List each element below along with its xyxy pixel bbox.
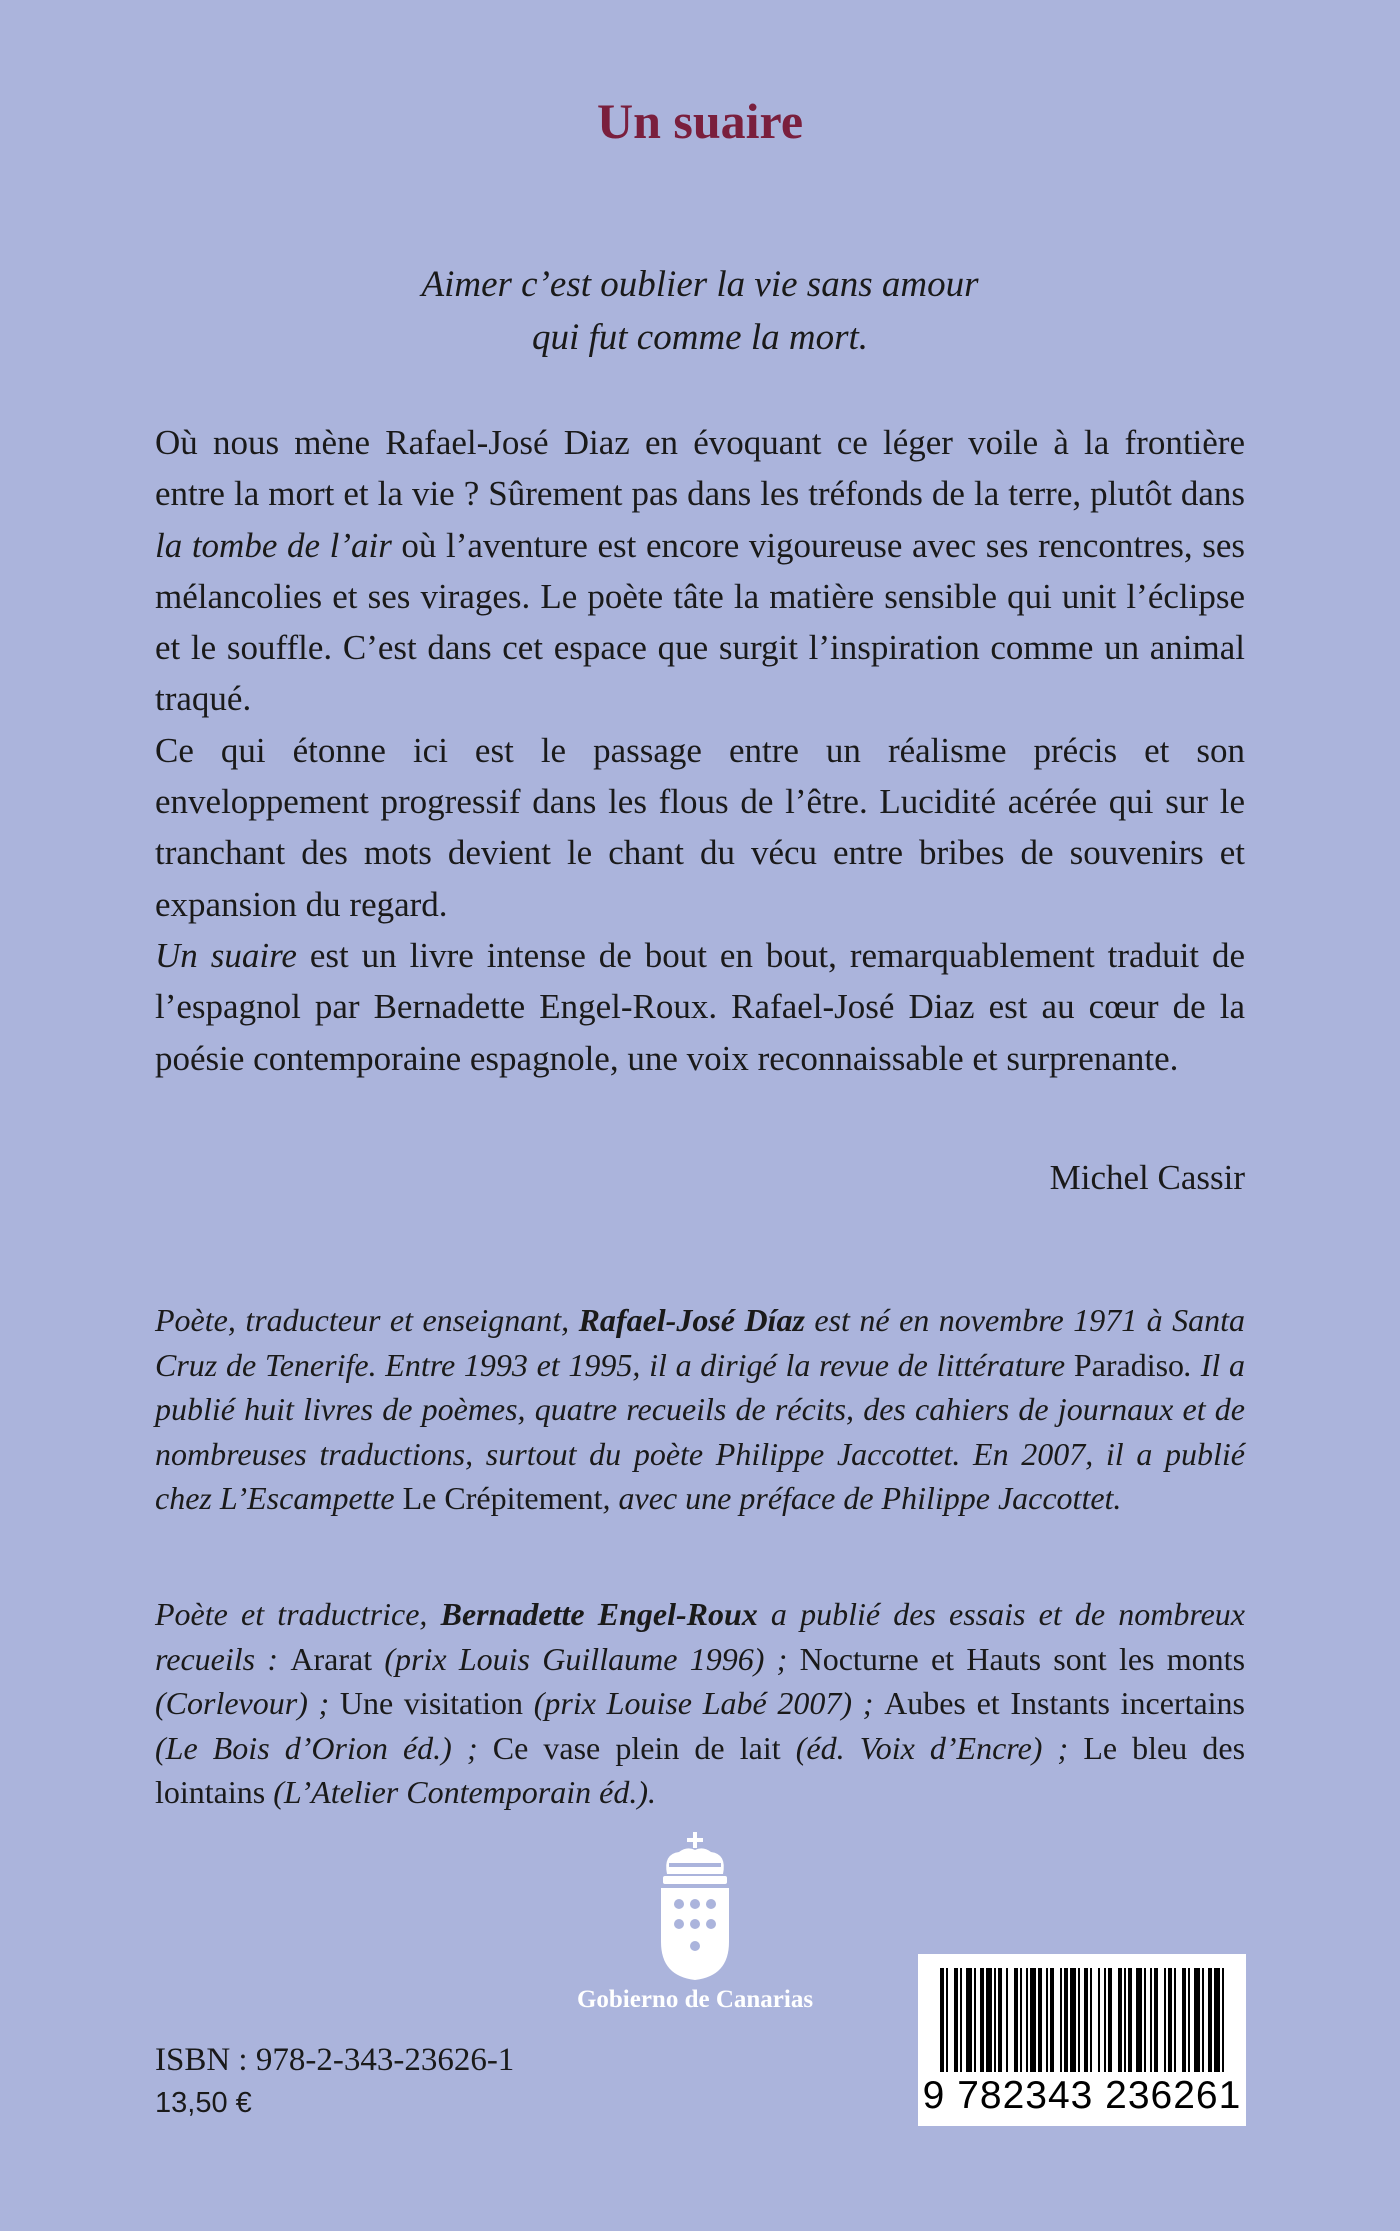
- blurb-paragraph-3: [155, 930, 1245, 1084]
- blurb-book-title: Un suaire: [155, 935, 297, 975]
- blurb-signature: Michel Cassir: [1049, 1158, 1245, 1197]
- barcode-bar: [1078, 1968, 1080, 2072]
- barcode-bar: [1128, 1968, 1132, 2072]
- barcode-bar: [986, 1968, 992, 2072]
- barcode-bar: [1014, 1968, 1018, 2072]
- barcode-bar: [1026, 1968, 1028, 2072]
- price: 13,50 €: [155, 2087, 252, 2119]
- bio-text: a publié des essais et de nombreux recueils :: [155, 1596, 1246, 1677]
- author-bio: [155, 1298, 1245, 1521]
- bio-title: Ararat: [290, 1640, 373, 1677]
- bio-title: Aubes et Instants incertains: [884, 1685, 1246, 1721]
- barcode-bar: [1098, 1968, 1100, 2072]
- bio-text: (prix Louis Guillaume 1996) ;: [372, 1640, 800, 1677]
- barcode-bar: [1090, 1968, 1092, 2072]
- barcode-bar: [940, 1968, 944, 2072]
- blurb-paragraph-1: [155, 417, 1245, 725]
- barcode-bar: [1038, 1968, 1042, 2072]
- barcode-bar: [1030, 1968, 1036, 2072]
- bio-title: Le bleu des lointains: [155, 1729, 1246, 1810]
- barcode-bar: [1208, 1968, 1212, 2072]
- bio-text: (Le Bois d’Orion éd.) ;: [155, 1729, 493, 1766]
- barcode-bar: [1046, 1968, 1048, 2072]
- epigraph-line-1: Aimer c’est oublier la vie sans amour: [421, 264, 979, 305]
- barcode-bar: [1136, 1968, 1142, 2072]
- bio-title: Ce vase plein de lait: [492, 1729, 781, 1766]
- barcode-bar: [1124, 1968, 1126, 2072]
- barcode-bar: [1050, 1968, 1054, 2072]
- barcode-bar: [1006, 1968, 1008, 2072]
- barcode-bar: [1188, 1968, 1190, 2072]
- coat-of-arms-icon: [653, 1830, 737, 1982]
- barcode-bar: [946, 1968, 948, 2072]
- barcode-bar: [1194, 1968, 1200, 2072]
- bio-title: Nocturne: [799, 1640, 919, 1677]
- blurb-italic-phrase: la tombe de l’air: [155, 525, 392, 565]
- epigraph-line-2: qui fut comme la mort.: [531, 317, 869, 358]
- barcode-bar: [1064, 1968, 1068, 2072]
- barcode-bar: [1060, 1968, 1062, 2072]
- blurb-text: Où nous mène Rafael-José Diaz en évoquant ce léger voile à la frontière entre la mort et la vie ? Sûrement pas dans les tréfonds de la terre, plutôt dans: [155, 423, 1245, 514]
- isbn: ISBN : 978-2-343-23626-1: [155, 2042, 515, 2078]
- bio-text: (éd. Voix d’Encre) ;: [780, 1729, 1084, 1766]
- barcode-bar: [994, 1968, 996, 2072]
- bio-text: est né en novembre 1971 à Santa Cruz de Tenerife. Entre 1993 et 1995, il a dirigé la revue de littérature: [155, 1302, 1246, 1383]
- bio-title: Paradiso: [1073, 1346, 1185, 1383]
- bio-text: (prix Louise Labé 2007) ;: [523, 1685, 885, 1721]
- barcode-bar: [960, 1968, 962, 2072]
- barcode-bar: [980, 1968, 984, 2072]
- barcode-bar: [966, 1968, 972, 2072]
- barcode-bar: [998, 1968, 1002, 2072]
- blurb-text: est un livre intense de bout en bout, remarquablement traduit de l’espagnol par Bernadette Engel-Roux. Rafael-José Diaz est au cœur de la poésie contemporaine espagnole, une voix reconnaissable et surprenante.: [155, 935, 1245, 1078]
- bio-text: Poète et traductrice,: [155, 1596, 441, 1632]
- barcode-bar: [1154, 1968, 1158, 2072]
- back-cover-blurb: [155, 417, 1245, 1084]
- barcode-bar: [1214, 1968, 1220, 2072]
- barcode-bar: [974, 1968, 976, 2072]
- bio-title: Hauts sont les monts: [966, 1640, 1246, 1677]
- bio-title: Une visitation: [339, 1685, 524, 1721]
- barcode-bar: [1182, 1968, 1186, 2072]
- barcode: [918, 1954, 1246, 2126]
- bio-text: (Corlevour) ;: [155, 1685, 340, 1721]
- bio-text: (L’Atelier Contemporain éd.).: [265, 1774, 656, 1810]
- translator-bio: [155, 1592, 1245, 1815]
- author-name: Rafael-José Díaz: [578, 1302, 805, 1338]
- translator-name: Bernadette Engel-Roux: [440, 1596, 758, 1632]
- epigraph: [0, 258, 1400, 364]
- barcode-bar: [1150, 1968, 1152, 2072]
- blurb-paragraph-2: Ce qui étonne ici est le passage entre un réalisme précis et son enveloppement progressif dans les flous de l’être. Lucidité acérée qui sur le tranchant des mots devient le chant du vécu entre bribes de souvenirs et expansion du regard.: [155, 730, 1245, 924]
- barcode-bar: [1168, 1968, 1172, 2072]
- bio-title: Le Crépitement: [402, 1480, 603, 1516]
- barcode-bar: [1174, 1968, 1176, 2072]
- bio-text: . Il a publié huit livres de poèmes, quatre recueils de récits, des cahiers de journaux et de nombreuses traductions, surtout du poète Philippe Jaccottet. En 2007, il a publié chez L’Escampette: [155, 1346, 1246, 1516]
- barcode-bar: [954, 1968, 958, 2072]
- barcode-bar: [1104, 1968, 1106, 2072]
- bio-text: Poète, traducteur et enseignant,: [155, 1302, 579, 1338]
- logo-text: Gobierno de Canarias: [576, 1986, 814, 2013]
- book-title: Un suaire: [596, 93, 804, 149]
- barcode-bar: [1202, 1968, 1204, 2072]
- barcode-bar: [1118, 1968, 1122, 2072]
- barcode-bar: [1084, 1968, 1088, 2072]
- barcode-bar: [1164, 1968, 1166, 2072]
- barcode-bar: [1070, 1968, 1076, 2072]
- barcode-bar: [1020, 1968, 1022, 2072]
- barcode-number: 9 782343 236261: [922, 2074, 1242, 2117]
- blurb-text: où l’aventure est encore vigoureuse avec ses rencontres, ses mélancolies et ses virages. Le poète tâte la matière sensible qui unit l’éclipse et le souffle. C’est dans cet espace que surgit l’inspiration comme un animal traqué.: [155, 525, 1245, 719]
- barcode-bar: [1222, 1968, 1224, 2072]
- barcode-bar: [1144, 1968, 1146, 2072]
- gobierno-canarias-logo: [555, 1830, 835, 2014]
- bio-text: , avec une préface de Philippe Jaccottet.: [602, 1480, 1122, 1516]
- barcode-bar: [1108, 1968, 1112, 2072]
- bio-text: et: [918, 1640, 967, 1677]
